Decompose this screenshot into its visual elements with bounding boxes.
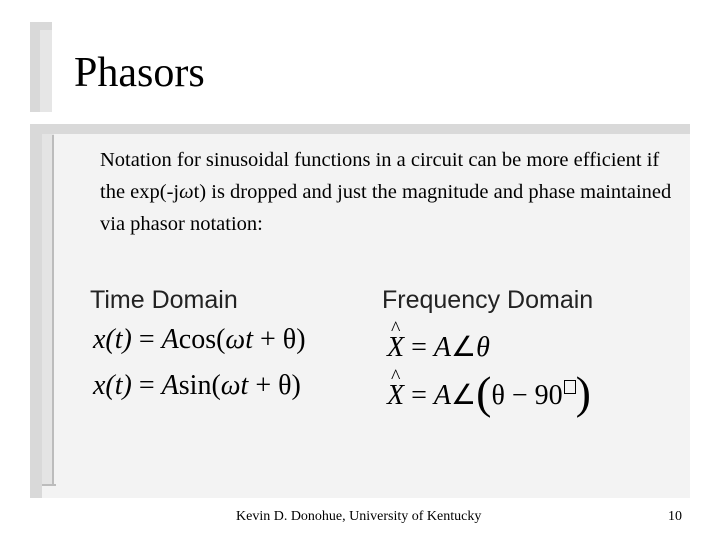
eq-equals: = <box>404 332 434 363</box>
body-decoration-top-bar <box>30 124 690 134</box>
close-paren: ) <box>575 367 591 418</box>
eq-rest: + θ) <box>248 370 301 401</box>
eq-amplitude: A <box>433 380 452 411</box>
eq-omega: ω <box>225 324 246 355</box>
body-decoration-line <box>52 135 54 485</box>
frequency-domain-equation-2 <box>387 367 591 418</box>
footer-author: Kevin D. Donohue, University of Kentucky <box>236 509 482 524</box>
slide-title: Phasors <box>74 50 205 96</box>
eq-amplitude: A <box>161 370 179 401</box>
eq-rest: + θ) <box>252 324 306 355</box>
eq-equals: = <box>131 324 162 355</box>
paragraph-part-2: t) is dropped and just the magnitude and phase maintained via phasor notation: <box>100 181 672 235</box>
degree-symbol-box <box>564 380 576 394</box>
phasor-x: ^ X <box>387 380 404 412</box>
angle-symbol: ∠ <box>451 332 477 363</box>
eq-t: t <box>245 324 253 355</box>
eq-lhs: x(t) <box>93 370 132 401</box>
eq-amplitude: A <box>161 324 179 355</box>
eq-equals: = <box>404 380 434 411</box>
time-domain-heading: Time Domain <box>90 286 238 314</box>
body-decoration-line-foot <box>42 484 56 486</box>
eq-lhs: x(t) <box>93 324 132 355</box>
intro-paragraph <box>100 144 680 240</box>
eq-omega: ω <box>220 370 241 401</box>
time-domain-equation-sin <box>93 370 301 402</box>
frequency-domain-heading: Frequency Domain <box>382 286 594 314</box>
eq-equals: = <box>131 370 162 401</box>
eq-func: sin( <box>178 370 221 401</box>
eq-theta-minus-90: θ − 90 <box>491 380 563 411</box>
body-decoration-left-bar <box>30 124 42 498</box>
paragraph-part-1: Notation for sinusoidal functions in a circuit can be more efficient if the exp(-j <box>100 149 660 203</box>
phasor-x: ^ X <box>387 332 404 364</box>
angle-symbol: ∠ <box>451 380 477 411</box>
title-decoration-inner <box>40 30 52 112</box>
page-number: 10 <box>668 509 682 524</box>
eq-t: t <box>240 370 249 401</box>
eq-theta: θ <box>476 332 490 363</box>
eq-func: cos( <box>178 324 226 355</box>
open-paren: ( <box>476 367 492 418</box>
paragraph-omega: ω <box>179 181 194 203</box>
frequency-domain-equation-1 <box>387 330 490 364</box>
time-domain-equation-cos <box>93 324 306 356</box>
eq-amplitude: A <box>433 332 452 363</box>
